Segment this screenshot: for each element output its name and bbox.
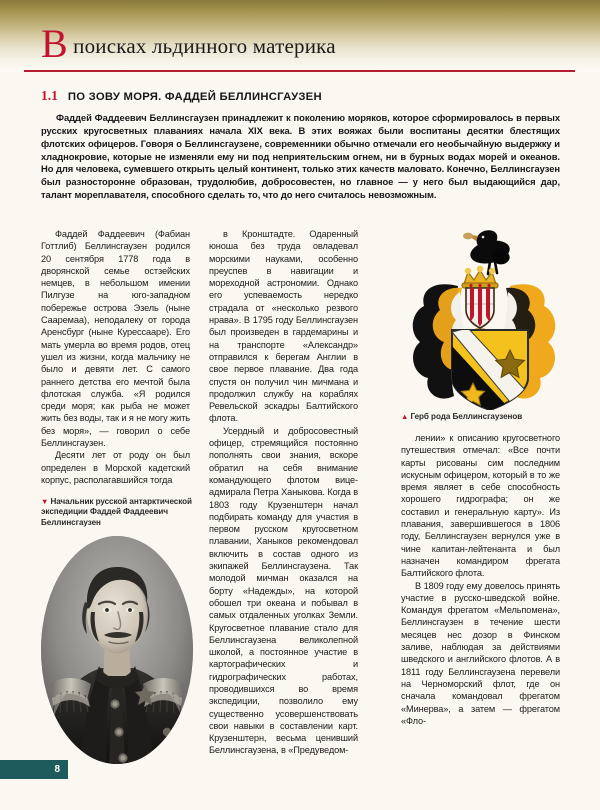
coat-of-arms-illustration: [398, 228, 570, 410]
section-title: ПО ЗОВУ МОРЯ. ФАДДЕЙ БЕЛЛИНСГАУЗЕН: [67, 91, 322, 103]
raven-crest: [463, 230, 512, 274]
portrait-caption: [41, 497, 193, 528]
caption-triangle-up-icon: ▲: [401, 412, 409, 421]
paragraph: в Кронштадте. Одаренный юноша без труда овладевал морскими науками, особенно преуспев в навигации и мореходной астрономии. Однако его успеваемость нередко страдала от «несколько резвого нрава». В 1795 году Беллинсгаузен был произведен в гардемарины и на транспорте «Александр» отправился к берегам Англии в свое первое плавание. Два года спустя он получил чин мичмана и продолжил службу на кораблях Ревельской эскадры Балтийского флота.: [209, 229, 358, 424]
crown: [462, 266, 498, 288]
chapter-title: [41, 21, 336, 66]
inescutcheon: [466, 288, 494, 335]
paragraph: лении» к описанию кругосветного путешествия отмечал: «Все почти карты рисованы сим последним искусным офицером, который в то же время являет в себе способность хорошего гидрографа; он же составил и генеральную карту». Из плавания, завершившегося в 1806 году, Беллинсгаузен вернулся уже в чине капитан-лейтенанта и был назначен командиром фрегата Балтийского флота.: [401, 433, 560, 579]
text-column-2: [209, 228, 358, 757]
coat-of-arms-caption-text: Герб рода Беллинсгаузенов: [410, 412, 523, 421]
paragraph: В 1809 году ему довелось принять участие в русско-шведской войне. Командуя фрегатом «Мельпомена», Беллинсгаузен в течение шести месяцев нес дозор в Финском заливе, наблюдая за действиями шведского и английского флотов. А в 1811 году Беллинсгаузена перевели на Черноморский флот, где он сначала командовал фрегатом «Минерва», а затем — фрегатом «Фло-: [401, 580, 560, 726]
paragraph: Фаддей Фаддеевич (Фабиан Готтлиб) Беллинсгаузен родился 20 сентября 1778 года в дворянской семье остзейских немцев, в небольшом имении Пилгузе на юго-западном побережье острова Эзель (ныне Сааремаа), неподалеку от города Аренсбург (ныне Курессааре). Его мать умерла во время родов, отец ушел из жизни, когда мальчику не было и девяти лет. С самого раннего детства его мечтой была флотская служба. «Я родился среди моря; как рыба не может жить без воды, так и я не могу жить без моря», — говорил о себе Беллинсгаузен.: [41, 229, 190, 449]
intro-paragraph: Фаддей Фаддеевич Беллинсгаузен принадлежит к поколению моряков, которое сформировалось в первых русских кругосветных плаваниях начала XIX века. В этих вояжах были воспитаны десятки блестящих флотских офицеров. Говоря о Беллинсгаузене, современники обычно отмечали его необычайную выдержку и хладнокровие, которые не изменяли ему ни под неприятельским огнем, ни в бурных водах морей и океанов. Но для человека, сумевшего открыть целый континент, только этих качеств маловато. Конечно, Беллинсгаузен был разносторонне образован, трудолюбив, добросовестен, но главное — у него был выдающийся дар, талант мореплавателя, способного сделать то, что до него считалось невозможным.: [41, 112, 560, 201]
paragraph: Десяти лет от роду он был определен в Морской кадетский корпус, располагавшийся тогда: [41, 450, 190, 485]
drop-cap: В: [41, 21, 68, 66]
coat-of-arms-caption: [401, 412, 561, 422]
section-heading: [41, 88, 322, 104]
text-column-3: [401, 432, 560, 727]
paragraph: Усердный и добросовестный офицер, стремящийся постоянно пополнять свои знания, вскоре обратил на себя внимание командующего флотом вице-адмирала Петра Ханыкова. Когда в 1803 году Крузенштерн начал подбирать команду для участия в первом русском кругосветном плавании, Ханыков рекомендовал включить в состав одного из экипажей Беллинсгаузена. Так молодой мичман оказался на борту «Надежды», на которой обошел три океана и побывал в самых отдаленных уголках Земли. Кругосветное плавание стало для Беллинсгаузена великолепной школой, а постоянное участие в картографических и гидрографических работах, проводившихся во время экспедиции, позволило ему существенно усовершенствовать свои навыки в составлении карт. Крузенштерн, весьма ценивший Беллинсгаузена, в «Предуведом-: [209, 425, 358, 756]
text-column-1: [41, 228, 190, 486]
coat-of-arms-figure: [398, 228, 570, 410]
section-number: 1.1: [41, 88, 58, 103]
portrait-caption-text: Начальник русской антарктической экспедиции Фаддей Фаддеевич Беллинсгаузен: [41, 497, 192, 527]
title-divider-rule: [24, 70, 575, 72]
portrait-illustration: [41, 536, 193, 764]
portrait-figure: [41, 536, 193, 764]
page-number: 8: [54, 764, 60, 775]
chapter-title-text: поисках льдинного материка: [67, 34, 336, 58]
portrait-image: [41, 536, 193, 764]
caption-triangle-down-icon: ▼: [41, 497, 49, 506]
